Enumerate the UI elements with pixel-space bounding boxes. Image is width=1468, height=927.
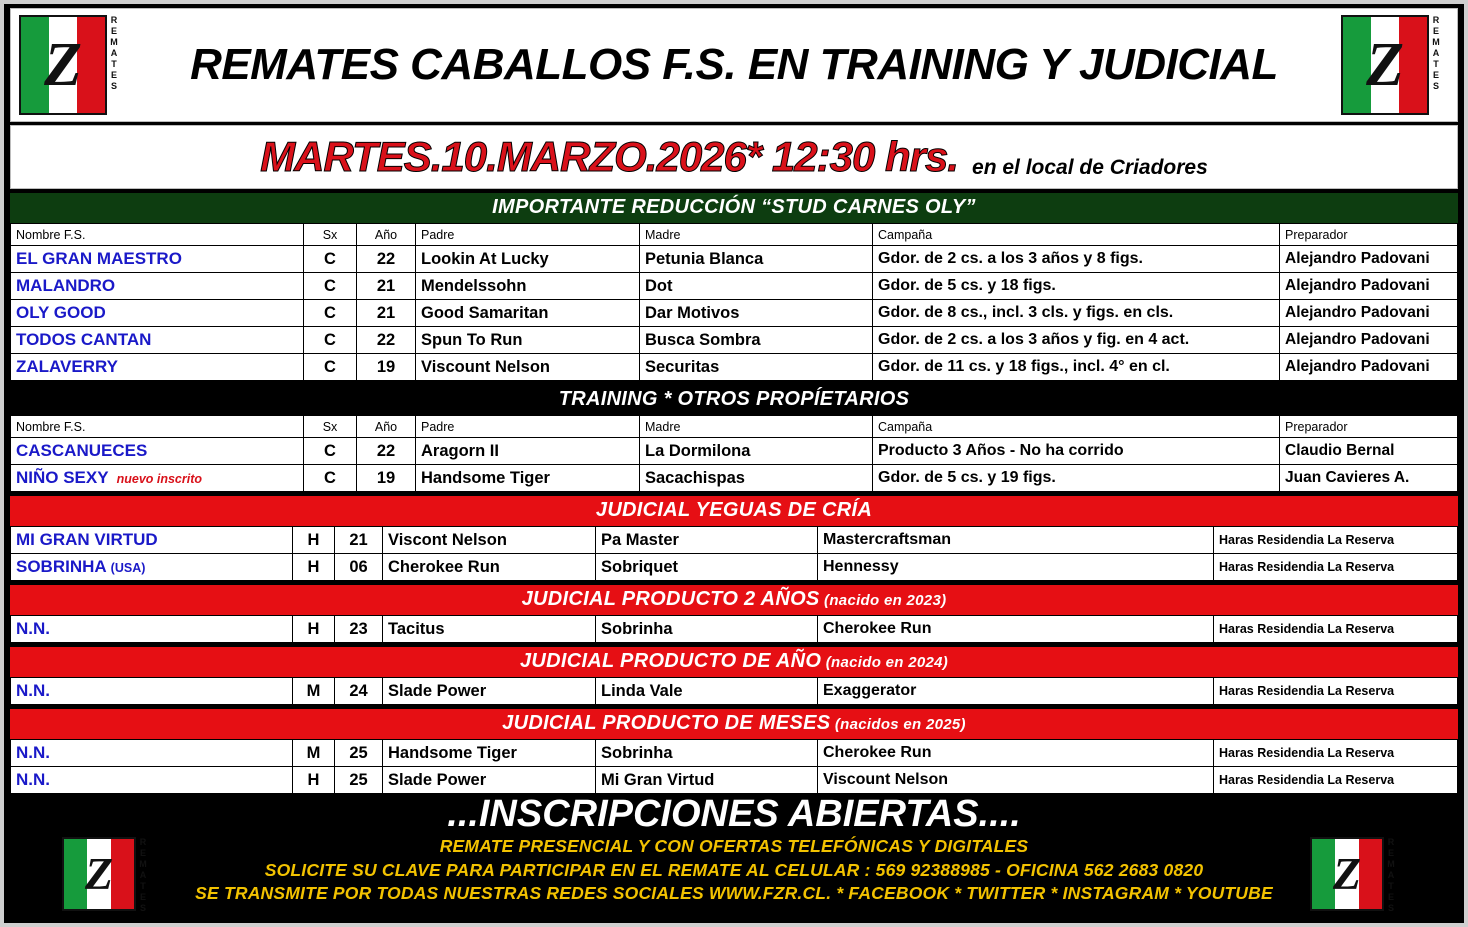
horse-record: Viscount Nelson bbox=[818, 767, 1214, 794]
horse-sex: C bbox=[304, 354, 357, 381]
logo-shield-icon bbox=[62, 837, 136, 911]
catalog-table bbox=[10, 615, 1458, 643]
horse-year: 21 bbox=[335, 527, 383, 554]
table-row bbox=[11, 554, 1458, 581]
horse-sex: C bbox=[304, 300, 357, 327]
horse-dam: Sobrinha bbox=[596, 616, 818, 643]
table-row bbox=[11, 767, 1458, 794]
footer-line-2: SOLICITE SU CLAVE PARA PARTICIPAR EN EL REMATE AL CELULAR : 569 92388985 - OFICINA 562 2683 0820 bbox=[264, 859, 1204, 880]
horse-sire: Cherokee Run bbox=[383, 554, 596, 581]
horse-record: Cherokee Run bbox=[818, 740, 1214, 767]
horse-trainer: Haras Residendia La Reserva bbox=[1214, 740, 1458, 767]
table-row bbox=[11, 273, 1458, 300]
horse-year: 22 bbox=[357, 246, 416, 273]
horse-dam: Dot bbox=[640, 273, 873, 300]
horse-sex: M bbox=[293, 678, 335, 705]
horse-year: 25 bbox=[335, 767, 383, 794]
horse-name: SOBRINHA (USA) bbox=[11, 554, 293, 581]
horse-trainer: Alejandro Padovani bbox=[1280, 327, 1458, 354]
horse-trainer: Haras Residendia La Reserva bbox=[1214, 527, 1458, 554]
section-banner: JUDICIAL PRODUCTO 2 AÑOS (nacido en 2023) bbox=[10, 585, 1458, 615]
horse-dam: Linda Vale bbox=[596, 678, 818, 705]
horse-name: EL GRAN MAESTRO bbox=[11, 246, 304, 273]
logo-letter: Z bbox=[84, 848, 114, 899]
horse-dam: Sobriquet bbox=[596, 554, 818, 581]
table-row bbox=[11, 300, 1458, 327]
horse-sire: Slade Power bbox=[383, 767, 596, 794]
table-row bbox=[11, 246, 1458, 273]
horse-sex: C bbox=[304, 246, 357, 273]
horse-name: MALANDRO bbox=[11, 273, 304, 300]
horse-name-tag: (USA) bbox=[110, 561, 146, 575]
horse-record: Exaggerator bbox=[818, 678, 1214, 705]
horse-name: N.N. bbox=[11, 678, 293, 705]
column-header-madre: Madre bbox=[640, 224, 873, 246]
table-row bbox=[11, 438, 1458, 465]
table-row bbox=[11, 740, 1458, 767]
column-header-ano: Año bbox=[357, 224, 416, 246]
horse-record: Mastercraftsman bbox=[818, 527, 1214, 554]
horse-record: Gdor. de 11 cs. y 18 figs., incl. 4° en cl. bbox=[873, 354, 1280, 381]
table-row bbox=[11, 465, 1458, 492]
brand-logo-footer-left bbox=[62, 837, 158, 914]
logo-wordmark: REMATES bbox=[109, 15, 119, 92]
column-header-sx: Sx bbox=[304, 224, 357, 246]
catalog-table bbox=[10, 526, 1458, 581]
horse-sex: C bbox=[304, 327, 357, 354]
section-banner: JUDICIAL PRODUCTO DE AÑO (nacido en 2024) bbox=[10, 647, 1458, 677]
horse-year: 06 bbox=[335, 554, 383, 581]
horse-sire: Good Samaritan bbox=[416, 300, 640, 327]
horse-trainer: Juan Cavieres A. bbox=[1280, 465, 1458, 492]
horse-sex: C bbox=[304, 465, 357, 492]
horse-dam: Sacachispas bbox=[640, 465, 873, 492]
horse-record: Producto 3 Años - No ha corrido bbox=[873, 438, 1280, 465]
horse-trainer: Alejandro Padovani bbox=[1280, 273, 1458, 300]
horse-year: 22 bbox=[357, 327, 416, 354]
horse-trainer: Haras Residendia La Reserva bbox=[1214, 767, 1458, 794]
horse-sex: H bbox=[293, 554, 335, 581]
event-date-bar bbox=[10, 125, 1458, 189]
horse-sire: Slade Power bbox=[383, 678, 596, 705]
horse-dam: Mi Gran Virtud bbox=[596, 767, 818, 794]
logo-letter: Z bbox=[1332, 848, 1362, 899]
horse-name: OLY GOOD bbox=[11, 300, 304, 327]
horse-sex: H bbox=[293, 616, 335, 643]
event-date: MARTES.10.MARZO.2026* 12:30 hrs. bbox=[260, 133, 959, 180]
horse-dam: La Dormilona bbox=[640, 438, 873, 465]
horse-year: 19 bbox=[357, 465, 416, 492]
horse-sex: C bbox=[304, 273, 357, 300]
catalog-table bbox=[10, 223, 1458, 381]
brand-logo-right bbox=[1341, 15, 1449, 111]
horse-year: 25 bbox=[335, 740, 383, 767]
horse-sire: Tacitus bbox=[383, 616, 596, 643]
horse-sire: Viscount Nelson bbox=[416, 354, 640, 381]
horse-sire: Aragorn II bbox=[416, 438, 640, 465]
section-banner-sub: (nacido en 2024) bbox=[821, 654, 949, 671]
horse-name: TODOS CANTAN bbox=[11, 327, 304, 354]
horse-year: 21 bbox=[357, 273, 416, 300]
section-banner: JUDICIAL YEGUAS DE CRÍA bbox=[10, 496, 1458, 526]
horse-sire: Handsome Tiger bbox=[416, 465, 640, 492]
horse-record: Gdor. de 5 cs. y 18 figs. bbox=[873, 273, 1280, 300]
horse-dam: Busca Sombra bbox=[640, 327, 873, 354]
event-venue: en el local de Criadores bbox=[972, 156, 1208, 179]
footer-headline: ...INSCRIPCIONES ABIERTAS.... bbox=[447, 793, 1021, 835]
horse-year: 23 bbox=[335, 616, 383, 643]
poster-header bbox=[10, 8, 1458, 122]
section-banner: IMPORTANTE REDUCCIÓN “STUD CARNES OLY” bbox=[10, 193, 1458, 223]
horse-record: Gdor. de 2 cs. a los 3 años y 8 figs. bbox=[873, 246, 1280, 273]
horse-sex: H bbox=[293, 527, 335, 554]
section-banner: JUDICIAL PRODUCTO DE MESES (nacidos en 2025) bbox=[10, 709, 1458, 739]
horse-name: MI GRAN VIRTUD bbox=[11, 527, 293, 554]
horse-sire: Handsome Tiger bbox=[383, 740, 596, 767]
footer-line-1: REMATE PRESENCIAL Y CON OFERTAS TELEFÓNICAS Y DIGITALES bbox=[439, 835, 1029, 856]
horse-name: NIÑO SEXY nuevo inscrito bbox=[11, 465, 304, 492]
horse-sire: Viscont Nelson bbox=[383, 527, 596, 554]
column-header-padre: Padre bbox=[416, 416, 640, 438]
catalog-sections bbox=[4, 193, 1464, 794]
horse-trainer: Alejandro Padovani bbox=[1280, 300, 1458, 327]
footer-line-3: SE TRANSMITE POR TODAS NUESTRAS REDES SOCIALES WWW.FZR.CL. * FACEBOOK * TWITTER * INSTAGRAM * YOUTUBE bbox=[195, 883, 1273, 904]
horse-name: CASCANUECES bbox=[11, 438, 304, 465]
horse-trainer: Claudio Bernal bbox=[1280, 438, 1458, 465]
horse-record: Cherokee Run bbox=[818, 616, 1214, 643]
logo-shield-icon bbox=[1310, 837, 1384, 911]
horse-record: Gdor. de 5 cs. y 19 figs. bbox=[873, 465, 1280, 492]
horse-sire: Spun To Run bbox=[416, 327, 640, 354]
table-row bbox=[11, 527, 1458, 554]
horse-year: 22 bbox=[357, 438, 416, 465]
horse-name: ZALAVERRY bbox=[11, 354, 304, 381]
table-row bbox=[11, 354, 1458, 381]
horse-sex: H bbox=[293, 767, 335, 794]
table-row bbox=[11, 616, 1458, 643]
horse-name-tag: nuevo inscrito bbox=[116, 472, 203, 486]
horse-dam: Sobrinha bbox=[596, 740, 818, 767]
horse-record: Hennessy bbox=[818, 554, 1214, 581]
horse-sex: C bbox=[304, 438, 357, 465]
brand-logo-left bbox=[19, 15, 127, 111]
column-header-campana: Campaña bbox=[873, 416, 1280, 438]
table-row bbox=[11, 327, 1458, 354]
horse-sex: M bbox=[293, 740, 335, 767]
horse-sire: Lookin At Lucky bbox=[416, 246, 640, 273]
logo-letter: Z bbox=[44, 31, 82, 99]
horse-sire: Mendelssohn bbox=[416, 273, 640, 300]
section-banner-sub: (nacido en 2023) bbox=[819, 592, 947, 609]
catalog-table bbox=[10, 415, 1458, 492]
horse-record: Gdor. de 2 cs. a los 3 años y fig. en 4 act. bbox=[873, 327, 1280, 354]
column-header-preparador: Preparador bbox=[1280, 224, 1458, 246]
horse-year: 19 bbox=[357, 354, 416, 381]
horse-dam: Dar Motivos bbox=[640, 300, 873, 327]
section-banner-sub: (nacidos en 2025) bbox=[830, 716, 966, 733]
column-header-ano: Año bbox=[357, 416, 416, 438]
horse-dam: Petunia Blanca bbox=[640, 246, 873, 273]
horse-dam: Securitas bbox=[640, 354, 873, 381]
horse-trainer: Alejandro Padovani bbox=[1280, 246, 1458, 273]
horse-year: 21 bbox=[357, 300, 416, 327]
page-title: REMATES CABALLOS F.S. EN TRAINING Y JUDICIAL bbox=[190, 40, 1278, 89]
column-header-campana: Campaña bbox=[873, 224, 1280, 246]
horse-trainer: Haras Residendia La Reserva bbox=[1214, 678, 1458, 705]
horse-trainer: Alejandro Padovani bbox=[1280, 354, 1458, 381]
logo-shield-icon bbox=[1341, 15, 1429, 115]
column-header-padre: Padre bbox=[416, 224, 640, 246]
horse-year: 24 bbox=[335, 678, 383, 705]
poster-footer bbox=[4, 793, 1464, 923]
brand-logo-footer-right bbox=[1310, 837, 1406, 914]
column-header-preparador: Preparador bbox=[1280, 416, 1458, 438]
column-header-nombre: Nombre F.S. bbox=[11, 416, 304, 438]
logo-shield-icon bbox=[19, 15, 107, 115]
horse-trainer: Haras Residendia La Reserva bbox=[1214, 616, 1458, 643]
horse-name: N.N. bbox=[11, 740, 293, 767]
table-row bbox=[11, 678, 1458, 705]
column-header-sx: Sx bbox=[304, 416, 357, 438]
horse-trainer: Haras Residendia La Reserva bbox=[1214, 554, 1458, 581]
horse-name: N.N. bbox=[11, 767, 293, 794]
section-banner: TRAINING * OTROS PROPÍETARIOS bbox=[10, 385, 1458, 415]
horse-dam: Pa Master bbox=[596, 527, 818, 554]
catalog-table bbox=[10, 739, 1458, 794]
logo-wordmark: REMATES bbox=[1386, 837, 1396, 914]
column-header-nombre: Nombre F.S. bbox=[11, 224, 304, 246]
horse-record: Gdor. de 8 cs., incl. 3 cls. y figs. en cls. bbox=[873, 300, 1280, 327]
column-header-madre: Madre bbox=[640, 416, 873, 438]
catalog-table bbox=[10, 677, 1458, 705]
logo-wordmark: REMATES bbox=[1431, 15, 1441, 92]
logo-letter: Z bbox=[1366, 31, 1404, 99]
horse-name: N.N. bbox=[11, 616, 293, 643]
logo-wordmark: REMATES bbox=[138, 837, 148, 914]
